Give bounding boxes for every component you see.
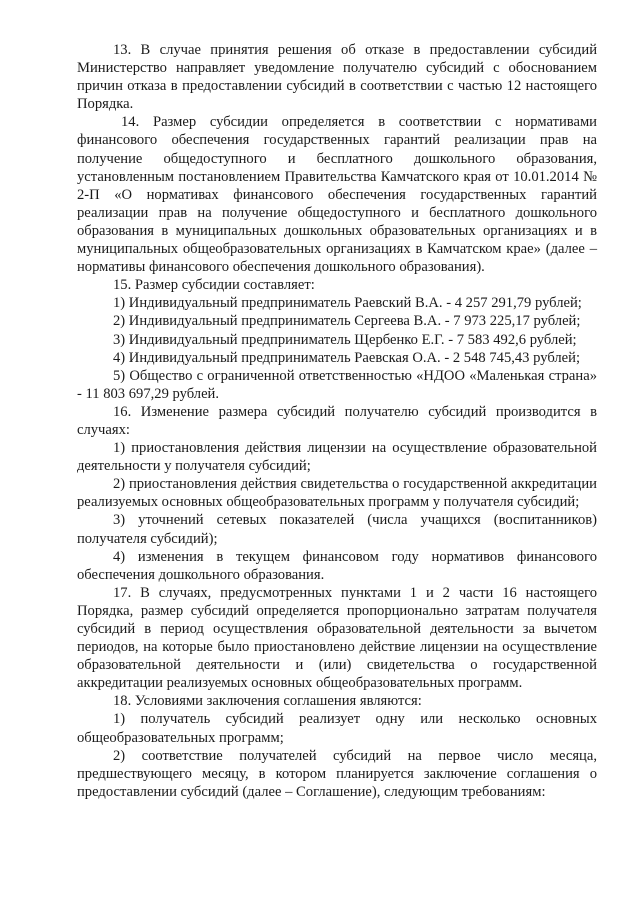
list-item-16-4: 4) изменения в текущем финансовом году нормативов финансового обеспечения дошкольного образования. [77,548,597,583]
paragraph-13: 13. В случае принятия решения об отказе в предоставлении субсидий Министерство направляет уведомление получателю субсидий с обоснованием причин отказа в предоставлении субсидий в соответствии с частью 12 настоящего Порядка. [77,42,597,113]
paragraph-16: 16. Изменение размера субсидий получателю субсидий производится в случаях: [77,403,597,438]
list-item-16-2: 2) приостановления действия свидетельства о государственной аккредитации реализуемых основных общеобразовательных программ у получателя субсидий; [77,476,597,511]
list-item-15-3: 3) Индивидуальный предприниматель Щербенко Е.Г. - 7 583 492,6 рублей; [113,331,577,348]
list-item-16-3: 3) уточнений сетевых показателей (числа учащихся (воспитанников) получателя субсидий); [77,512,597,547]
list-item-15-1: 1) Индивидуальный предприниматель Раевский В.А. - 4 257 291,79 рублей; [113,295,582,312]
list-item-15-2: 2) Индивидуальный предприниматель Сергеева В.А. - 7 973 225,17 рублей; [113,313,581,330]
list-item-15-4: 4) Индивидуальный предприниматель Раевская О.А. - 2 548 745,43 рублей; [113,349,581,366]
paragraph-18: 18. Условиями заключения соглашения являются: [113,693,422,710]
paragraph-15: 15. Размер субсидии составляет: [113,277,315,294]
list-item-18-2: 2) соответствие получателей субсидий на первое число месяца, предшествующего месяцу, в котором планируется заключение соглашения о предоставлении субсидий (далее – Соглашение), следующим требованиям: [77,747,597,800]
list-item-15-5: 5) Общество с ограниченной ответственностью «НДОО «Маленькая страна» - 11 803 697,29 рублей. [77,367,597,402]
paragraph-17: 17. В случаях, предусмотренных пунктами 1 и 2 части 16 настоящего Порядка, размер субсидий определяется пропорционально затратам получателя субсидий в период осуществления образовательной деятельности за вычетом периодов, на которые было приостановлено действие лицензии на осуществление образовательной деятельности и (или) свидетельства о государственной аккредитации реализуемых основных общеобразовательных программ. [77,584,597,692]
list-item-16-1: 1) приостановления действия лицензии на осуществление образовательной деятельности у получателя субсидий; [77,440,597,475]
paragraph-14: 14. Размер субсидии определяется в соответствии с нормативами финансового обеспечения государственных гарантий реализации прав на получение общедоступного и бесплатного дошкольного образования, установленным постановлением Правительства Камчатского края от 10.01.2014 № 2-П «О нормативах финансового обеспечения государственных гарантий реализации прав на получение общедоступного и бесплатного дошкольного образования в муниципальных дошкольных образовательных организациях и в муниципальных общеобразовательных организациях в Камчатском крае» (далее – нормативы финансового обеспечения дошкольного образования). [77,114,597,276]
list-item-18-1: 1) получатель субсидий реализует одну или несколько основных общеобразовательных программ; [77,711,597,746]
document-body [77,41,597,801]
